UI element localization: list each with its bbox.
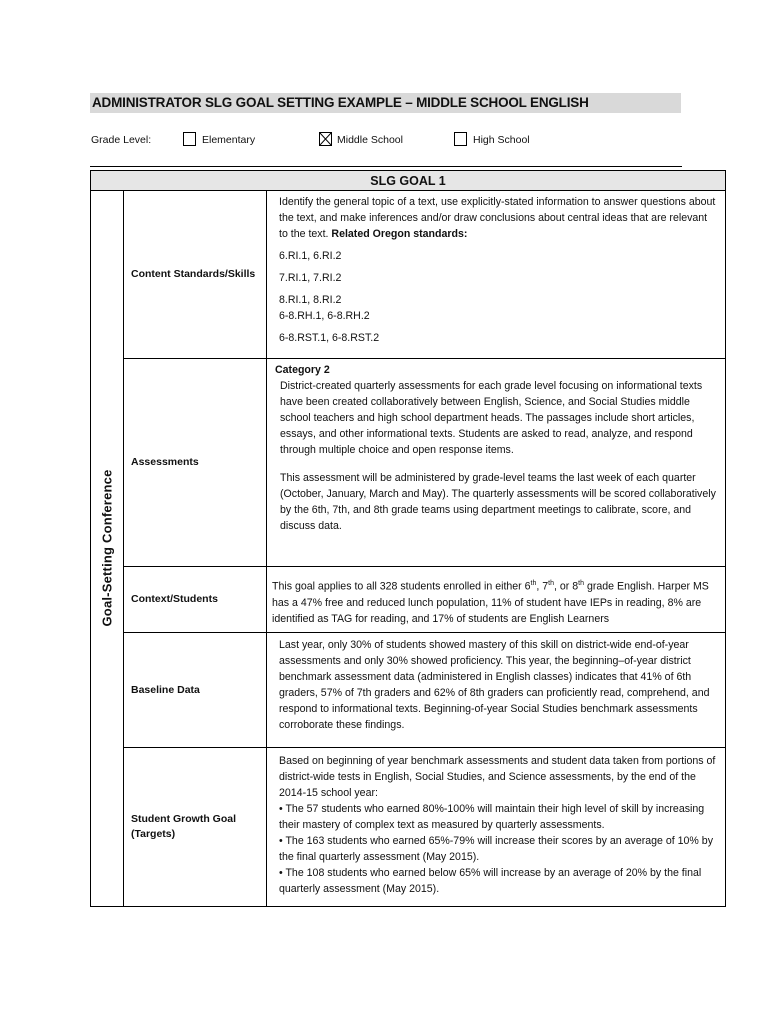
growth-target-item: • The 108 students who earned below 65% will increase by an average of 20% by the final quarterly assessment (May 2015). — [279, 867, 702, 895]
high-school-checkbox[interactable] — [454, 132, 467, 146]
growth-target-item: • The 163 students who earned 65%-79% will increase their scores by an average of 10% by the final quarterly assessment (May 2015). — [279, 835, 713, 863]
growth-goal-row — [124, 748, 725, 906]
standard-item: 8.RI.1, 8.RI.2 — [279, 294, 342, 306]
page-title: ADMINISTRATOR SLG GOAL SETTING EXAMPLE – MIDDLE SCHOOL ENGLISH — [90, 93, 681, 113]
divider — [90, 166, 682, 167]
side-column — [91, 191, 124, 906]
assessment-category: Category 2 — [275, 364, 330, 376]
context-body — [267, 567, 725, 632]
baseline-body — [267, 633, 725, 747]
context-label: Context/Students — [124, 567, 267, 632]
assessments-label: Assessments — [124, 359, 267, 566]
related-standards-heading: Related Oregon standards: — [331, 228, 468, 240]
content-standards-body — [267, 191, 725, 358]
elementary-checkbox[interactable] — [183, 132, 196, 146]
content-intro: Identify the general topic of a text, use explicitly-stated information to answer questions about the text, and make inferences and/or draw conclusions about central ideas that are relevant to the text. Related Oregon standards: — [279, 196, 716, 240]
context-row — [124, 567, 725, 633]
elementary-label: Elementary — [202, 134, 256, 146]
content-standards-label: Content Standards/Skills — [124, 191, 267, 358]
assessments-row — [124, 359, 725, 567]
assessment-administration: This assessment will be administered by grade-level teams the last week of each quarter (October, January, March and May). The quarterly assessments will be scored collaboratively by the 6th, 7th, and 8th grade teams using department meetings to calibrate, score, and discuss data. — [280, 472, 716, 532]
standard-item: 7.RI.1, 7.RI.2 — [279, 272, 342, 284]
assessments-body — [267, 359, 725, 566]
goal-table — [90, 170, 726, 907]
check-x-icon — [320, 133, 331, 145]
standard-item: 6.RI.1, 6.RI.2 — [279, 250, 342, 262]
growth-target-item: • The 57 students who earned 80%-100% will maintain their high level of skill by increasing their mastery of complex text as measured by quarterly assessments. — [279, 803, 705, 831]
middle-school-checkbox[interactable] — [319, 132, 332, 146]
side-label: Goal-Setting Conference — [99, 469, 115, 627]
standard-item: 6-8.RST.1, 6-8.RST.2 — [279, 332, 380, 344]
high-school-label: High School — [473, 134, 530, 146]
content-standards-row — [124, 191, 725, 359]
context-text: This goal applies to all 328 students enrolled in either 6th, 7th, or 8th grade English. Harper MS has a 47% free and reduced lunch population, 11% of student have IEPs in reading, 8% are identified as TAG for reading, and 17% of students are English Learners — [272, 580, 709, 625]
standard-item: 6-8.RH.1, 6-8.RH.2 — [279, 310, 370, 322]
grade-level-row — [91, 132, 691, 150]
growth-goal-label: Student Growth Goal (Targets) — [124, 748, 267, 906]
baseline-text: Last year, only 30% of students showed mastery of this skill on district-wide end-of-year assessments and only 30% showed proficiency. This year, the beginning–of-year district benchmark assessment data (administered in English classes) indicates that 41% of 6th graders, 57% of 7th graders and 62% of 8th graders can proficiently read, comprehend, and respond to informational texts. Beginning-of-year Social Studies benchmark assessments corroborate these findings. — [279, 639, 710, 731]
growth-goal-body — [267, 748, 725, 906]
growth-intro: Based on beginning of year benchmark assessments and student data taken from portions of district-wide tests in English, Social Studies, and Science assessments, by the end of the 2014-15 school year: — [279, 755, 716, 799]
grade-level-label: Grade Level: — [91, 134, 152, 146]
baseline-row — [124, 633, 725, 748]
goal-heading: SLG GOAL 1 — [91, 171, 725, 191]
assessment-description: District-created quarterly assessments for each grade level focusing on informational texts have been created collaboratively between English, Science, and Social Studies middle school teachers and high school department heads. The passages include short articles, essays, and other informational texts. Students are asked to read, analyze, and respond through multiple choice and open response items. — [280, 380, 703, 456]
baseline-label: Baseline Data — [124, 633, 267, 747]
middle-school-label: Middle School — [337, 134, 403, 146]
